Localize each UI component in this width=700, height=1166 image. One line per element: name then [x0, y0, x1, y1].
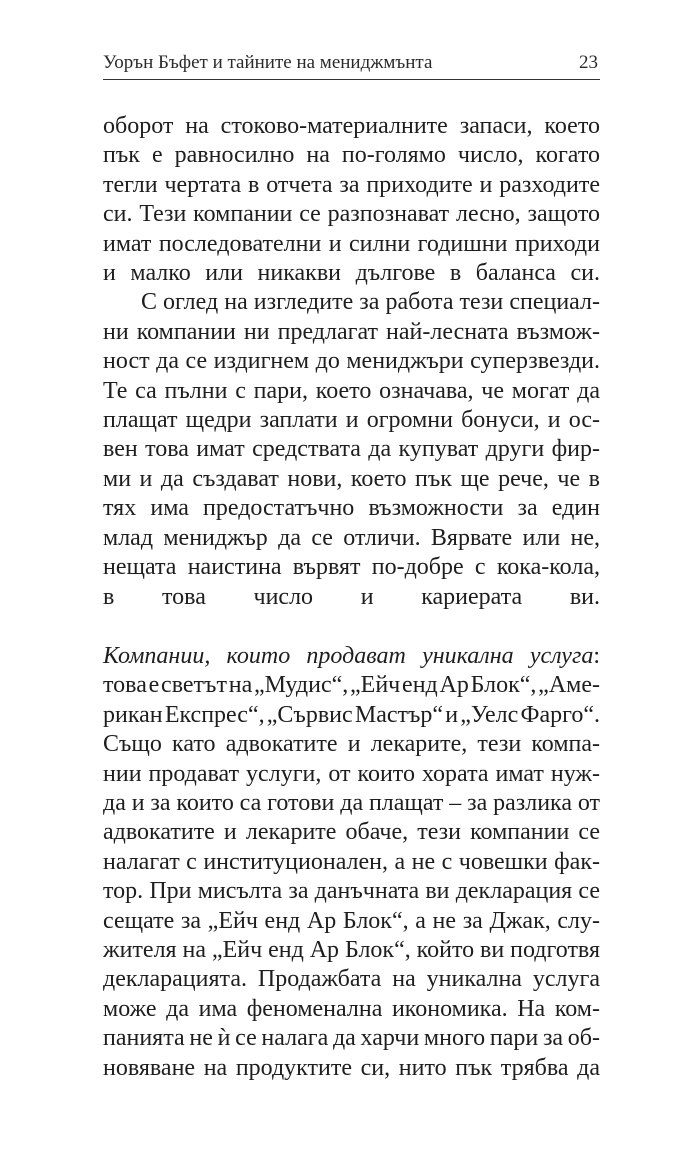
text-line: плащат щедри заплати и огромни бонуси, и ос- — [103, 407, 600, 434]
text-line: сещате за „Ейч енд Ар Блок“, а не за Джак, слу- — [103, 907, 600, 934]
text-line: тях има предостатъчно възможности за един — [103, 495, 600, 522]
text-line: оборот на стоково-материалните запаси, което — [103, 113, 600, 139]
header-rule — [103, 79, 600, 80]
text-line: жителя на „Ейч енд Ар Блок“, който ви подготвя — [103, 936, 600, 963]
text-line: налагат с институционален, а не с човешки фак- — [103, 848, 600, 875]
text-line: в това число и кариерата ви. — [103, 583, 600, 610]
text-line: нии продават услуги, от които хората имат нуж- — [103, 760, 600, 787]
text-line: тегли чертата в отчета за приходите и разходите — [103, 171, 600, 198]
text-line: С оглед на изгледите за работа тези специал- — [141, 289, 600, 316]
text-line: вен това имат средствата да купуват други фир- — [103, 436, 600, 463]
paragraph-gap — [103, 612, 600, 642]
text-line: млад мениджър да се отличи. Вярвате или не, — [103, 524, 600, 551]
lead-italic: Компании, които продават уникална услуга — [103, 642, 594, 669]
text-line: панията не ѝ се налага да харчи много пари за об- — [103, 1025, 600, 1052]
text-line: имат последователни и силни годишни приходи — [103, 230, 600, 257]
text-line: новяване на продуктите си, нито пък трябва да — [103, 1054, 600, 1081]
text-line: адвокатите и лекарите обаче, тези компании се — [103, 819, 600, 846]
text-line: ност да се издигнем до мениджъри суперзвезди. — [103, 348, 600, 375]
paragraph-1 — [103, 112, 600, 288]
text-line: да и за които са готови да плащат – за разлика от — [103, 789, 600, 816]
book-title: Уорън Бъфет и тайните на мениджмънта — [103, 52, 433, 73]
text-line: Те са пълни с пари, което означава, че могат да — [103, 377, 600, 404]
paragraph-2 — [103, 288, 600, 611]
text-line: пък е равносилно на по-голямо число, когато — [103, 142, 600, 169]
text-line: рикан Експрес“, „Сървис Мастър“ и „Уелс Фарго“. — [103, 701, 600, 728]
text-line: може да има феноменална икономика. На ком- — [103, 995, 600, 1022]
paragraph-3 — [103, 642, 600, 1083]
text-line: ни компании ни предлагат най-лесната възмож- — [103, 318, 600, 345]
text-line: си. Тези компании се разпознават лесно, защото — [103, 201, 600, 228]
text-line: Също като адвокатите и лекарите, тези компа- — [103, 731, 600, 758]
lead-line — [103, 642, 600, 671]
text-line: нещата наистина вървят по-добре с кока-кола, — [103, 554, 600, 581]
text-line: тор. При мисълта за данъчната ви декларация се — [103, 878, 600, 905]
text-line: и малко или никакви дългове в баланса си. — [103, 260, 600, 287]
text-line: това е светът на „Мудис“, „Ейч енд Ар Блок“, „Аме- — [103, 672, 600, 699]
body-text — [103, 112, 600, 1083]
text-line: декларацията. Продажбата на уникална услуга — [103, 966, 600, 993]
text-line: ми и да създават нови, което пък ще рече, че в — [103, 465, 600, 492]
lead-colon: : — [593, 642, 600, 669]
page-number: 23 — [579, 52, 598, 73]
